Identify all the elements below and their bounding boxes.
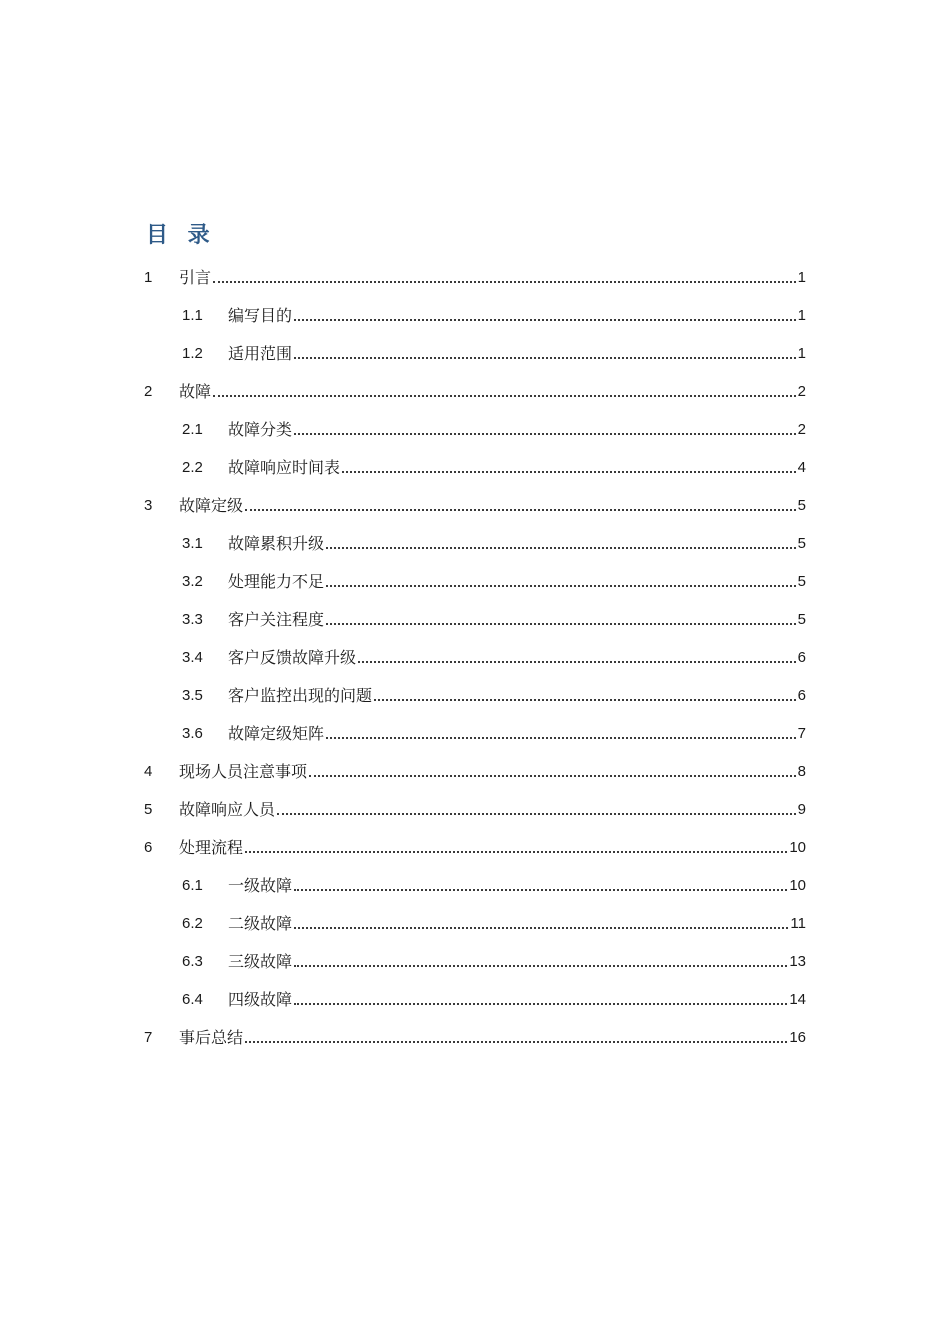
- toc-entry-label: 故障定级矩阵: [228, 724, 325, 743]
- toc-entry[interactable]: [0, 487, 950, 525]
- toc-entry-number: 4: [144, 763, 153, 780]
- toc-entry-number: 3.4: [182, 649, 203, 666]
- dot-leader: [309, 775, 796, 777]
- toc-entry-number: 1: [144, 269, 153, 286]
- dot-leader: [294, 357, 796, 359]
- toc-entry[interactable]: [0, 753, 950, 791]
- toc-entry-label: 故障响应人员: [179, 800, 276, 819]
- dot-leader: [374, 699, 796, 701]
- dot-leader: [326, 585, 796, 587]
- dot-leader: [245, 1041, 787, 1043]
- toc-entry-number: 7: [144, 1029, 153, 1046]
- toc-entry[interactable]: [0, 639, 950, 677]
- toc-entry[interactable]: [0, 525, 950, 563]
- toc-entry-number: 3.5: [182, 687, 203, 704]
- toc-entry-page: 6: [797, 687, 806, 704]
- toc-entry-number: 2.1: [182, 421, 203, 438]
- toc-entry-number: 5: [144, 801, 153, 818]
- toc-entry-page: 5: [797, 573, 806, 590]
- dot-leader: [342, 471, 796, 473]
- toc-entry-number: 6: [144, 839, 153, 856]
- toc-entry-number: 3.2: [182, 573, 203, 590]
- toc-entry[interactable]: [0, 905, 950, 943]
- dot-leader: [245, 509, 796, 511]
- dot-leader: [294, 889, 787, 891]
- toc-entry-label: 四级故障: [228, 990, 293, 1009]
- toc-entry-label: 故障分类: [228, 420, 293, 439]
- toc-entry-page: 14: [789, 991, 806, 1008]
- toc-entry[interactable]: [0, 449, 950, 487]
- toc-entry-number: 6.1: [182, 877, 203, 894]
- toc-entry-number: 6.3: [182, 953, 203, 970]
- dot-leader: [358, 661, 796, 663]
- toc-entry-label: 处理能力不足: [228, 572, 325, 591]
- toc-entry-number: 2: [144, 383, 153, 400]
- toc-entry[interactable]: [0, 411, 950, 449]
- dot-leader: [326, 737, 796, 739]
- toc-entry-label: 适用范围: [228, 344, 293, 363]
- toc-entry[interactable]: [0, 563, 950, 601]
- toc-entry-number: 3.3: [182, 611, 203, 628]
- dot-leader: [245, 851, 787, 853]
- dot-leader: [294, 927, 788, 929]
- toc-entry-page: 11: [790, 915, 806, 932]
- toc-entry-page: 8: [797, 763, 806, 780]
- toc-entry-number: 3.1: [182, 535, 203, 552]
- toc-entry-page: 2: [797, 421, 806, 438]
- toc-entry-number: 1.2: [182, 345, 203, 362]
- toc-entry[interactable]: [0, 867, 950, 905]
- toc-entry-label: 引言: [179, 268, 212, 287]
- toc-entry-number: 3: [144, 497, 153, 514]
- toc-entry-label: 故障: [179, 382, 212, 401]
- toc-entry-number: 6.4: [182, 991, 203, 1008]
- dot-leader: [294, 1003, 787, 1005]
- toc-entry-page: 5: [797, 497, 806, 514]
- toc-entry-page: 1: [797, 307, 806, 324]
- toc-entry-page: 1: [797, 345, 806, 362]
- dot-leader: [294, 433, 796, 435]
- toc-entry-page: 9: [797, 801, 806, 818]
- dot-leader: [213, 281, 796, 283]
- toc-entry-page: 2: [797, 383, 806, 400]
- toc-list: [0, 259, 950, 1057]
- toc-entry[interactable]: [0, 677, 950, 715]
- toc-entry-page: 13: [789, 953, 806, 970]
- toc-entry[interactable]: [0, 1019, 950, 1057]
- toc-entry-label: 编写目的: [228, 306, 293, 325]
- toc-entry-page: 4: [797, 459, 806, 476]
- toc-entry[interactable]: [0, 297, 950, 335]
- toc-entry[interactable]: [0, 335, 950, 373]
- toc-entry-label: 故障定级: [179, 496, 244, 515]
- toc-entry-page: 10: [789, 877, 806, 894]
- toc-entry[interactable]: [0, 259, 950, 297]
- toc-entry[interactable]: [0, 373, 950, 411]
- toc-entry-label: 处理流程: [179, 838, 244, 857]
- toc-entry-page: 6: [797, 649, 806, 666]
- toc-entry-page: 16: [789, 1029, 806, 1046]
- toc-entry-label: 现场人员注意事项: [179, 762, 308, 781]
- toc-entry[interactable]: [0, 829, 950, 867]
- toc-entry-page: 10: [789, 839, 806, 856]
- toc-entry[interactable]: [0, 601, 950, 639]
- toc-entry-label: 故障累积升级: [228, 534, 325, 553]
- toc-entry-number: 3.6: [182, 725, 203, 742]
- toc-entry-label: 二级故障: [228, 914, 293, 933]
- toc-entry-label: 一级故障: [228, 876, 293, 895]
- toc-entry-label: 三级故障: [228, 952, 293, 971]
- dot-leader: [213, 395, 796, 397]
- toc-entry-label: 客户关注程度: [228, 610, 325, 629]
- dot-leader: [294, 965, 787, 967]
- toc-entry-page: 5: [797, 535, 806, 552]
- toc-entry[interactable]: [0, 715, 950, 753]
- dot-leader: [277, 813, 796, 815]
- toc-entry-page: 1: [797, 269, 806, 286]
- toc-entry-page: 7: [797, 725, 806, 742]
- toc-entry[interactable]: [0, 943, 950, 981]
- toc-entry-label: 客户反馈故障升级: [228, 648, 357, 667]
- toc-entry-number: 2.2: [182, 459, 203, 476]
- dot-leader: [326, 623, 796, 625]
- toc-entry[interactable]: [0, 791, 950, 829]
- dot-leader: [294, 319, 796, 321]
- toc-title: 目 录: [146, 223, 216, 248]
- toc-entry-label: 客户监控出现的问题: [228, 686, 373, 705]
- toc-entry-number: 6.2: [182, 915, 203, 932]
- toc-entry[interactable]: [0, 981, 950, 1019]
- toc-entry-label: 事后总结: [179, 1028, 244, 1047]
- toc-entry-number: 1.1: [182, 307, 203, 324]
- toc-entry-label: 故障响应时间表: [228, 458, 341, 477]
- dot-leader: [326, 547, 796, 549]
- toc-entry-page: 5: [797, 611, 806, 628]
